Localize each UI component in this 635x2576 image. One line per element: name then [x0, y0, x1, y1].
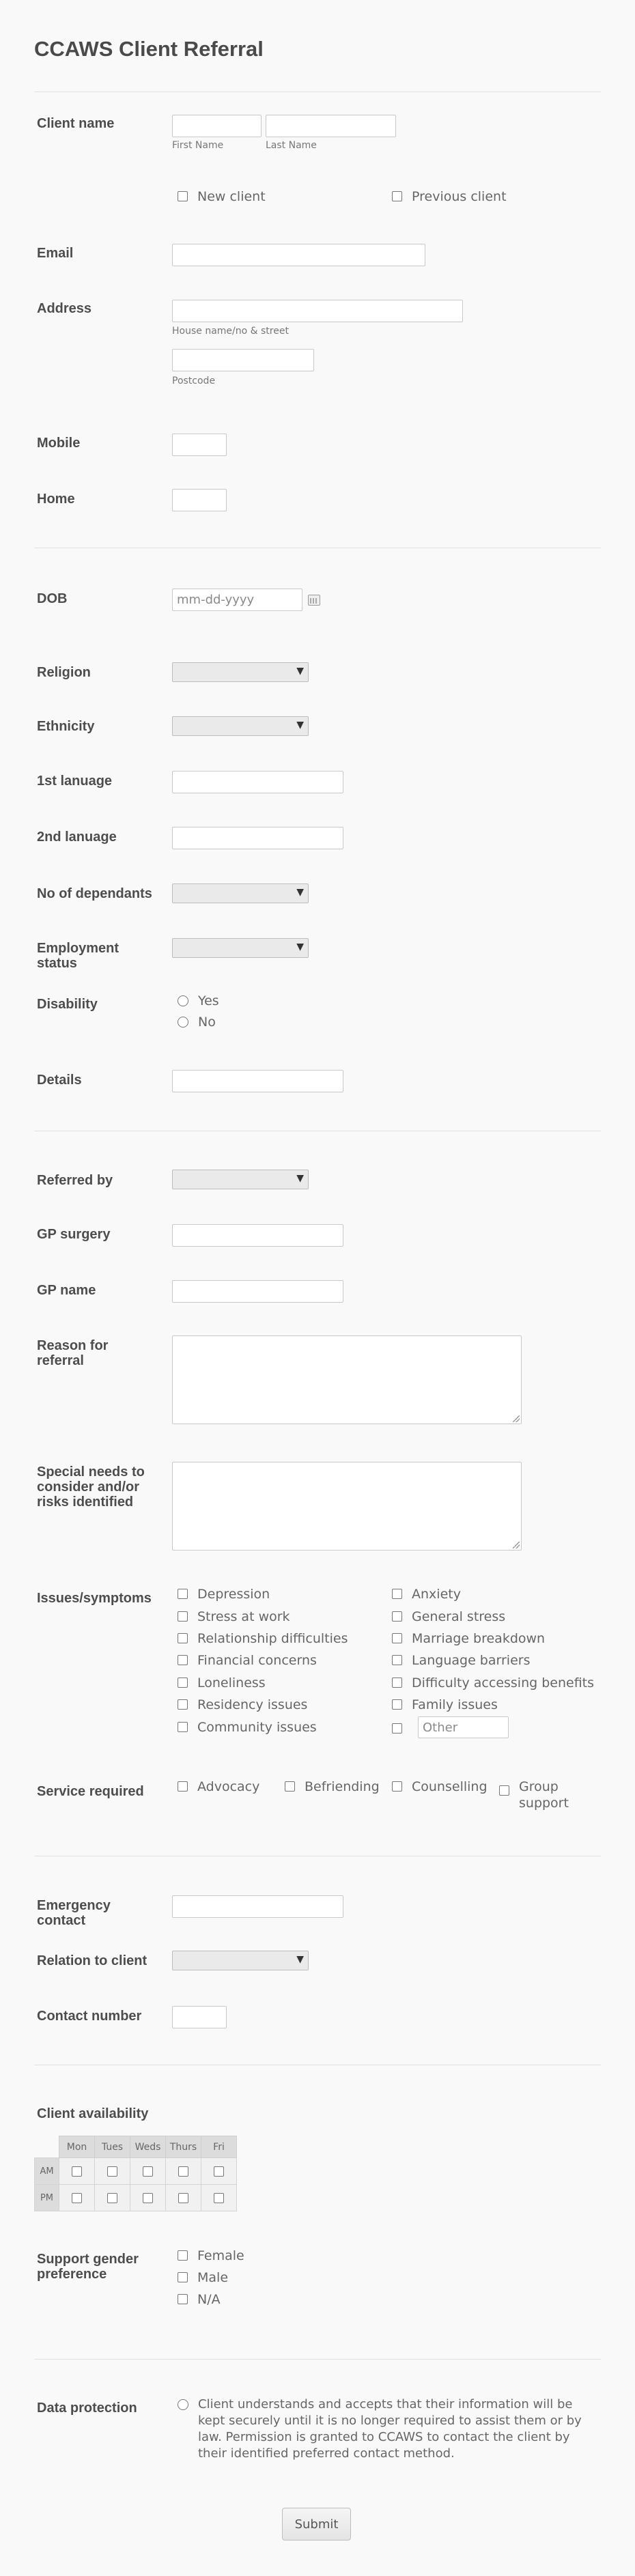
data-protection-text: Client understands and accepts that their information will be kept securely until it is no longer required to assist them or by law. Permission is granted to CCAWS to contact the client by their identified preferred contact method.: [198, 2397, 582, 2461]
gender-checkbox[interactable]: [178, 2294, 188, 2304]
issue-text: Financial concerns: [197, 1653, 317, 1668]
availability-cell: [201, 2185, 237, 2211]
grid-corner: [35, 2136, 59, 2158]
gender-text: Male: [197, 2270, 229, 2285]
employment-label: Employment status: [37, 941, 119, 971]
mobile-input[interactable]: [172, 434, 227, 456]
availability-cell: [201, 2158, 237, 2185]
issue-checkbox[interactable]: [178, 1611, 188, 1622]
chevron-down-icon: ▼: [296, 942, 304, 952]
gender-text: N/A: [197, 2292, 221, 2307]
contact-number-label: Contact number: [37, 2009, 142, 2024]
submit-button[interactable]: Submit: [282, 2508, 351, 2540]
issue-checkbox[interactable]: [178, 1722, 188, 1732]
dependants-label: No of dependants: [37, 886, 152, 901]
issue-checkbox[interactable]: [392, 1655, 402, 1665]
calendar-icon[interactable]: [308, 595, 320, 606]
gender-option[interactable]: [171, 2269, 228, 2286]
referred-by-select[interactable]: [172, 1170, 309, 1189]
client-name-label: Client name: [37, 116, 115, 131]
disability-label: Disability: [37, 997, 98, 1012]
issue-checkbox[interactable]: [392, 1699, 402, 1710]
previous-client-option[interactable]: [385, 188, 507, 205]
availability-cell: [59, 2185, 95, 2211]
last-name-input[interactable]: [266, 115, 396, 137]
service-text: Befriending: [305, 1779, 380, 1794]
service-checkbox[interactable]: [285, 1781, 295, 1792]
disability-no-option[interactable]: [171, 1014, 216, 1030]
disability-no-radio[interactable]: [178, 1017, 188, 1028]
mobile-label: Mobile: [37, 436, 81, 451]
availability-checkbox[interactable]: [143, 2166, 153, 2177]
address-street-sublabel: House name/no & street: [172, 326, 289, 337]
chevron-down-icon: ▼: [296, 1954, 304, 1965]
gp-surgery-input[interactable]: [172, 1224, 343, 1247]
availability-cell: [166, 2158, 201, 2185]
service-option[interactable]: [278, 1779, 380, 1795]
service-option[interactable]: [385, 1779, 488, 1795]
ethnicity-label: Ethnicity: [37, 719, 95, 734]
resize-handle-icon[interactable]: [513, 1415, 520, 1422]
availability-checkbox[interactable]: [107, 2193, 117, 2203]
postcode-sublabel: Postcode: [172, 376, 216, 386]
availability-checkbox[interactable]: [107, 2166, 117, 2177]
address-label: Address: [37, 301, 92, 316]
issue-option[interactable]: [385, 1609, 505, 1625]
row-header: PM: [35, 2185, 59, 2211]
day-header: Tues: [95, 2136, 130, 2158]
service-text: Advocacy: [197, 1779, 260, 1794]
postcode-input[interactable]: [172, 349, 314, 371]
issue-text: Depression: [197, 1587, 270, 1602]
resize-handle-icon[interactable]: [513, 1542, 520, 1548]
issue-checkbox[interactable]: [392, 1678, 402, 1688]
issue-option[interactable]: [385, 1697, 498, 1713]
issues-label: Issues/symptoms: [37, 1591, 152, 1606]
gender-checkbox[interactable]: [178, 2250, 188, 2261]
service-checkbox[interactable]: [392, 1781, 402, 1792]
issue-text: Residency issues: [197, 1697, 308, 1712]
availability-checkbox[interactable]: [178, 2166, 188, 2177]
service-text: Group support: [519, 1779, 569, 1811]
issue-other-checkbox[interactable]: [392, 1723, 402, 1733]
home-phone-input[interactable]: [172, 489, 227, 511]
first-language-label: 1st lanuage: [37, 774, 113, 789]
availability-checkbox[interactable]: [72, 2166, 82, 2177]
issue-text: Loneliness: [197, 1675, 266, 1690]
disability-no-text: No: [198, 1015, 216, 1030]
emergency-contact-label: Emergency contact: [37, 1898, 111, 1928]
email-input[interactable]: [172, 244, 425, 266]
gp-name-label: GP name: [37, 1283, 96, 1298]
chevron-down-icon: ▼: [296, 720, 304, 731]
first-name-sublabel: First Name: [172, 140, 224, 151]
issue-checkbox[interactable]: [392, 1633, 402, 1643]
chevron-down-icon: ▼: [296, 666, 304, 677]
availability-cell: [130, 2185, 166, 2211]
issue-option[interactable]: [385, 1675, 594, 1691]
issue-text: Community issues: [197, 1720, 317, 1735]
day-header: Thurs: [166, 2136, 201, 2158]
issue-other-option[interactable]: [385, 1721, 412, 1733]
service-option[interactable]: [171, 1779, 259, 1795]
issue-text: Stress at work: [197, 1609, 290, 1624]
availability-checkbox[interactable]: [72, 2193, 82, 2203]
day-header: Mon: [59, 2136, 95, 2158]
availability-cell: [130, 2158, 166, 2185]
gender-checkbox[interactable]: [178, 2272, 188, 2282]
issue-checkbox[interactable]: [178, 1699, 188, 1710]
chevron-down-icon: ▼: [296, 887, 304, 898]
gp-name-input[interactable]: [172, 1280, 343, 1303]
availability-cell: [95, 2158, 130, 2185]
service-checkbox[interactable]: [499, 1785, 509, 1796]
religion-label: Religion: [37, 665, 91, 680]
day-header: Weds: [130, 2136, 166, 2158]
issue-option[interactable]: [385, 1586, 461, 1602]
dependants-select[interactable]: [172, 883, 309, 903]
section-divider: [34, 2359, 601, 2360]
contact-number-input[interactable]: [172, 2006, 227, 2028]
issue-checkbox[interactable]: [392, 1611, 402, 1622]
second-language-label: 2nd lanuage: [37, 830, 117, 845]
new-client-text: New client: [197, 189, 266, 204]
issue-option[interactable]: [171, 1586, 270, 1602]
issue-other-input[interactable]: [418, 1716, 509, 1738]
service-checkbox[interactable]: [178, 1781, 188, 1792]
home-label: Home: [37, 492, 75, 507]
details-label: Details: [37, 1073, 82, 1088]
availability-checkbox[interactable]: [178, 2193, 188, 2203]
reason-textarea[interactable]: [172, 1335, 522, 1424]
special-needs-label: Special needs to consider and/or risks identified: [37, 1464, 145, 1510]
issue-text: Anxiety: [412, 1587, 461, 1602]
issue-option[interactable]: [385, 1630, 545, 1647]
service-label: Service required: [37, 1784, 144, 1799]
issue-text: Relationship difficulties: [197, 1631, 348, 1646]
issue-option[interactable]: [385, 1652, 530, 1669]
issue-option[interactable]: [171, 1630, 348, 1647]
availability-checkbox[interactable]: [214, 2193, 224, 2203]
disability-yes-text: Yes: [198, 993, 219, 1008]
issue-option[interactable]: [171, 1609, 290, 1625]
gp-surgery-label: GP surgery: [37, 1227, 111, 1242]
issue-text: Family issues: [412, 1697, 498, 1712]
disability-yes-option[interactable]: [171, 993, 219, 1009]
previous-client-checkbox[interactable]: [392, 191, 402, 201]
dob-label: DOB: [37, 591, 68, 606]
page-title: CCAWS Client Referral: [34, 37, 264, 61]
availability-cell: [166, 2185, 201, 2211]
data-protection-option[interactable]: [171, 2396, 594, 2462]
second-language-input[interactable]: [172, 827, 343, 849]
availability-cell: [95, 2185, 130, 2211]
availability-checkbox[interactable]: [214, 2166, 224, 2177]
referred-by-label: Referred by: [37, 1173, 113, 1188]
special-needs-textarea[interactable]: [172, 1462, 522, 1551]
issue-option[interactable]: [171, 1675, 266, 1691]
chevron-down-icon: ▼: [296, 1173, 304, 1184]
details-input[interactable]: [172, 1070, 343, 1092]
relation-label: Relation to client: [37, 1953, 147, 1968]
service-option[interactable]: [492, 1779, 588, 1811]
issue-option[interactable]: [171, 1697, 307, 1713]
first-language-input[interactable]: [172, 771, 343, 793]
relation-select[interactable]: [172, 1951, 309, 1970]
availability-grid: [34, 2136, 237, 2211]
religion-select[interactable]: [172, 662, 309, 682]
data-protection-radio[interactable]: [178, 2399, 188, 2410]
issue-option[interactable]: [171, 1652, 317, 1669]
row-header: AM: [35, 2158, 59, 2185]
day-header: Fri: [201, 2136, 237, 2158]
reason-label: Reason for referral: [37, 1338, 109, 1368]
ethnicity-select[interactable]: [172, 716, 309, 736]
dob-input[interactable]: [172, 589, 302, 611]
data-protection-label: Data protection: [37, 2401, 137, 2416]
issue-checkbox[interactable]: [178, 1633, 188, 1643]
issue-text: General stress: [412, 1609, 506, 1624]
disability-yes-radio[interactable]: [178, 995, 188, 1006]
issue-checkbox[interactable]: [178, 1589, 188, 1599]
issue-checkbox[interactable]: [178, 1655, 188, 1665]
issue-checkbox[interactable]: [178, 1678, 188, 1688]
issue-text: Difficulty accessing benefits: [412, 1675, 595, 1690]
issue-option[interactable]: [171, 1719, 317, 1736]
issue-checkbox[interactable]: [392, 1589, 402, 1599]
new-client-option[interactable]: [171, 188, 266, 205]
issue-text: Language barriers: [412, 1653, 531, 1668]
availability-checkbox[interactable]: [143, 2193, 153, 2203]
gender-option[interactable]: [171, 2291, 221, 2308]
availability-label: Client availability: [37, 2106, 149, 2121]
employment-select[interactable]: [172, 938, 309, 958]
address-street-input[interactable]: [172, 300, 463, 322]
gender-option[interactable]: [171, 2248, 244, 2264]
service-text: Counselling: [412, 1779, 488, 1794]
previous-client-text: Previous client: [412, 189, 507, 204]
first-name-input[interactable]: [172, 115, 262, 137]
section-divider: [34, 91, 601, 92]
emergency-contact-input[interactable]: [172, 1895, 343, 1918]
issue-text: Marriage breakdown: [412, 1631, 546, 1646]
gender-preference-label: Support gender preference: [37, 2252, 139, 2282]
email-label: Email: [37, 246, 74, 261]
new-client-checkbox[interactable]: [178, 191, 188, 201]
last-name-sublabel: Last Name: [266, 140, 317, 151]
gender-text: Female: [197, 2248, 244, 2263]
availability-cell: [59, 2158, 95, 2185]
